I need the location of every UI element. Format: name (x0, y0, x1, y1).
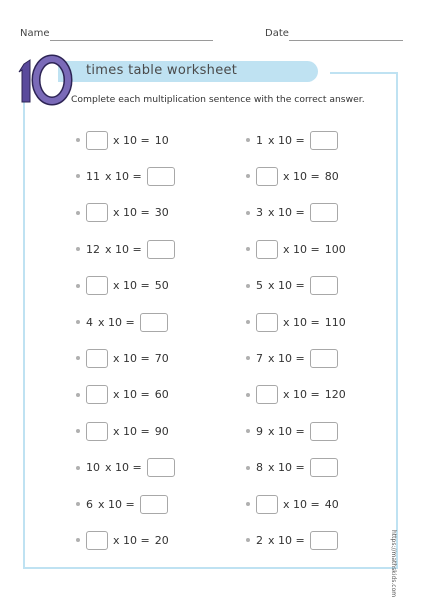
problem-row (246, 493, 339, 515)
bullet-dot (76, 174, 80, 178)
answer-box[interactable] (310, 531, 338, 550)
product: 80 (324, 169, 339, 183)
multiplicand: 2 (256, 533, 263, 547)
worksheet-title: times table worksheet (86, 63, 238, 78)
answer-box[interactable] (86, 385, 108, 404)
problem-row (246, 420, 338, 442)
problem-row (76, 311, 168, 333)
bullet-dot (246, 502, 250, 506)
problem-row (76, 347, 169, 369)
logo-number: 10 (26, 108, 28, 109)
times-ten-operator: x 10 = (283, 242, 320, 256)
bullet-dot (76, 138, 80, 142)
times-ten-operator: x 10 = (98, 315, 135, 329)
problem-row (246, 275, 338, 297)
answer-box[interactable] (86, 276, 108, 295)
times-ten-operator: x 10 = (105, 461, 142, 475)
bullet-dot (246, 247, 250, 251)
times-ten-operator: x 10 = (113, 279, 150, 293)
product: 110 (324, 315, 346, 329)
times-ten-operator: x 10 = (98, 497, 135, 511)
multiplicand: 11 (86, 169, 100, 183)
multiplicand: 3 (256, 206, 263, 220)
product: 90 (154, 424, 169, 438)
date-field[interactable] (289, 40, 403, 41)
bullet-dot (246, 138, 250, 142)
answer-box[interactable] (86, 349, 108, 368)
problem-row (76, 493, 168, 515)
answer-box[interactable] (256, 167, 278, 186)
bullet-dot (246, 320, 250, 324)
answer-box[interactable] (140, 495, 168, 514)
answer-box[interactable] (310, 203, 338, 222)
times-ten-operator: x 10 = (113, 424, 150, 438)
problem-row (246, 347, 338, 369)
instructions-text: Complete each multiplication sentence with the correct answer. (71, 94, 365, 105)
product: 10 (154, 133, 169, 147)
answer-box[interactable] (147, 167, 175, 186)
bullet-dot (76, 502, 80, 506)
problem-row (76, 420, 169, 442)
product: 60 (154, 388, 169, 402)
answer-box[interactable] (147, 240, 175, 259)
problem-row (76, 275, 169, 297)
problem-row (76, 129, 169, 151)
bullet-dot (246, 356, 250, 360)
product: 100 (324, 242, 346, 256)
multiplicand: 7 (256, 351, 263, 365)
problem-row (246, 129, 338, 151)
product: 40 (324, 497, 339, 511)
problem-row (246, 384, 346, 406)
frame-top-border (330, 72, 398, 74)
multiplicand: 5 (256, 279, 263, 293)
bullet-dot (246, 429, 250, 433)
bullet-dot (76, 466, 80, 470)
times-ten-operator: x 10 = (283, 497, 320, 511)
multiplicand: 9 (256, 424, 263, 438)
product: 120 (324, 388, 346, 402)
bullet-dot (76, 284, 80, 288)
answer-box[interactable] (310, 276, 338, 295)
problem-row (246, 311, 346, 333)
problem-row (246, 457, 338, 479)
times-ten-operator: x 10 = (268, 424, 305, 438)
bullet-dot (76, 247, 80, 251)
answer-box[interactable] (86, 203, 108, 222)
times-ten-operator: x 10 = (113, 351, 150, 365)
problem-row (76, 457, 175, 479)
product: 50 (154, 279, 169, 293)
answer-box[interactable] (256, 495, 278, 514)
multiplicand: 8 (256, 461, 263, 475)
product: 70 (154, 351, 169, 365)
times-ten-operator: x 10 = (268, 279, 305, 293)
bullet-dot (76, 356, 80, 360)
multiplicand: 10 (86, 461, 100, 475)
answer-box[interactable] (147, 458, 175, 477)
times-ten-operator: x 10 = (268, 351, 305, 365)
answer-box[interactable] (310, 131, 338, 150)
answer-box[interactable] (310, 349, 338, 368)
times-ten-operator: x 10 = (268, 133, 305, 147)
date-label: Date (265, 28, 289, 39)
multiplicand: 12 (86, 242, 100, 256)
answer-box[interactable] (256, 240, 278, 259)
problem-row (76, 529, 169, 551)
times-ten-operator: x 10 = (105, 169, 142, 183)
multiplicand: 6 (86, 497, 93, 511)
bullet-dot (76, 538, 80, 542)
problem-row (246, 529, 338, 551)
answer-box[interactable] (86, 131, 108, 150)
times-ten-operator: x 10 = (105, 242, 142, 256)
answer-box[interactable] (310, 458, 338, 477)
answer-box[interactable] (86, 531, 108, 550)
times-ten-operator: x 10 = (113, 533, 150, 547)
answer-box[interactable] (310, 422, 338, 441)
bullet-dot (246, 284, 250, 288)
bullet-dot (246, 538, 250, 542)
bullet-dot (246, 393, 250, 397)
problem-row (76, 238, 175, 260)
bullet-dot (246, 211, 250, 215)
number-ten-logo (12, 50, 74, 110)
problem-row (76, 384, 169, 406)
answer-box[interactable] (256, 313, 278, 332)
times-ten-operator: x 10 = (283, 169, 320, 183)
site-url: https://mathskids.com (390, 530, 397, 597)
name-field[interactable] (50, 40, 213, 41)
bullet-dot (246, 174, 250, 178)
times-ten-operator: x 10 = (268, 533, 305, 547)
times-ten-operator: x 10 = (113, 133, 150, 147)
bullet-dot (246, 466, 250, 470)
times-ten-operator: x 10 = (113, 206, 150, 220)
problem-row (246, 165, 339, 187)
name-label: Name (20, 28, 50, 39)
answer-box[interactable] (140, 313, 168, 332)
times-ten-operator: x 10 = (283, 388, 320, 402)
answer-box[interactable] (256, 385, 278, 404)
product: 20 (154, 533, 169, 547)
multiplicand: 4 (86, 315, 93, 329)
problem-row (76, 202, 169, 224)
times-ten-operator: x 10 = (268, 461, 305, 475)
product: 30 (154, 206, 169, 220)
problem-row (246, 202, 338, 224)
multiplicand: 1 (256, 133, 263, 147)
problem-row (76, 165, 175, 187)
times-ten-operator: x 10 = (113, 388, 150, 402)
times-ten-operator: x 10 = (283, 315, 320, 329)
times-ten-operator: x 10 = (268, 206, 305, 220)
answer-box[interactable] (86, 422, 108, 441)
bullet-dot (76, 211, 80, 215)
bullet-dot (76, 429, 80, 433)
bullet-dot (76, 320, 80, 324)
bullet-dot (76, 393, 80, 397)
problem-row (246, 238, 346, 260)
